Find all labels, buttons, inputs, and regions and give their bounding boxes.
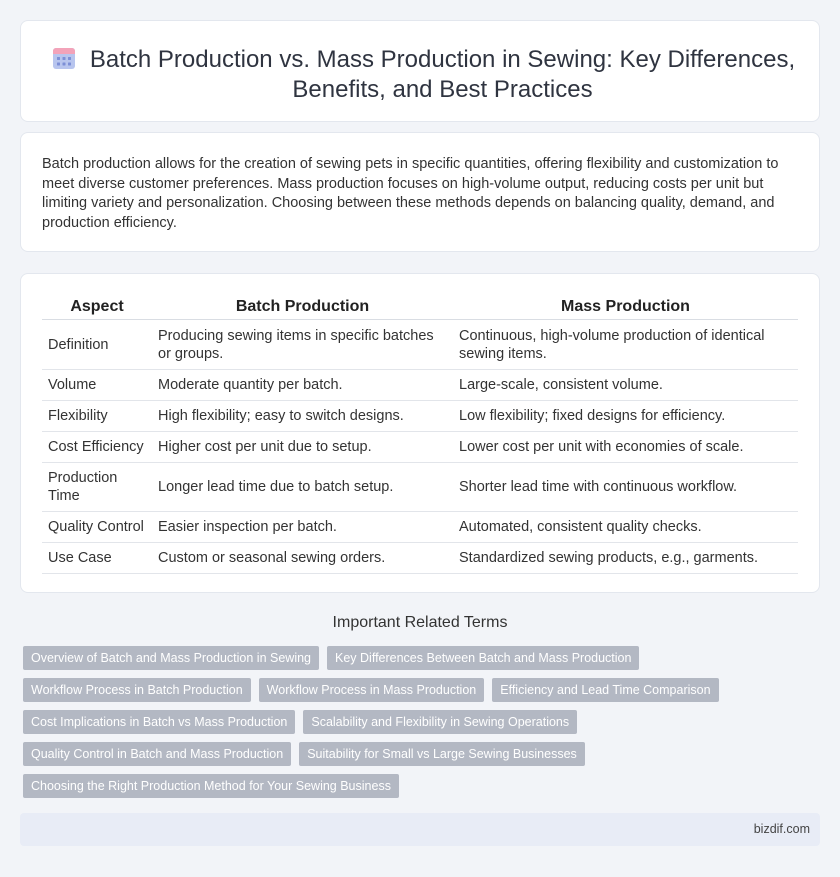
mass-cell: Standardized sewing products, e.g., garments. [453, 543, 798, 574]
related-term-tag[interactable]: Suitability for Small vs Large Sewing Businesses [299, 742, 585, 766]
aspect-cell: Quality Control [42, 512, 152, 543]
batch-cell: Producing sewing items in specific batches or groups. [152, 320, 453, 370]
related-term-tag[interactable]: Cost Implications in Batch vs Mass Production [23, 710, 295, 734]
mass-cell: Lower cost per unit with economies of scale. [453, 432, 798, 463]
aspect-cell: Cost Efficiency [42, 432, 152, 463]
related-term-tag[interactable]: Scalability and Flexibility in Sewing Operations [303, 710, 577, 734]
mass-cell: Continuous, high-volume production of identical sewing items. [453, 320, 798, 370]
intro-paragraph: Batch production allows for the creation of sewing pets in specific quantities, offering flexibility and customization to meet diverse customer preferences. Mass production focuses on high-volume output, reducing costs per unit but limiting variety and personalization. Choosing between these methods depends on balancing quality, demand, and production efficiency. [42, 156, 779, 231]
comparison-table [42, 294, 798, 574]
table-row [42, 512, 798, 543]
related-term-tag[interactable]: Efficiency and Lead Time Comparison [492, 678, 718, 702]
related-term-tag[interactable]: Workflow Process in Batch Production [23, 678, 251, 702]
table-header-row [42, 294, 798, 320]
header-aspect: Aspect [42, 294, 152, 320]
related-term-tag[interactable]: Overview of Batch and Mass Production in Sewing [23, 646, 319, 670]
aspect-cell: Use Case [42, 543, 152, 574]
table-row [42, 543, 798, 574]
header-mass-production: Mass Production [453, 294, 798, 320]
batch-cell: Longer lead time due to batch setup. [152, 463, 453, 512]
table-row [42, 370, 798, 401]
related-terms-list [23, 646, 803, 798]
batch-cell: Moderate quantity per batch. [152, 370, 453, 401]
header-card [20, 20, 820, 122]
related-term-tag[interactable]: Quality Control in Batch and Mass Production [23, 742, 291, 766]
table-row [42, 432, 798, 463]
footer-site-link[interactable]: bizdif.com [753, 822, 810, 836]
page-title: Batch Production vs. Mass Production in Sewing: Key Differences, Benefits, and Best Practices [89, 46, 796, 103]
aspect-cell: Flexibility [42, 401, 152, 432]
aspect-cell: Volume [42, 370, 152, 401]
mass-cell: Shorter lead time with continuous workflow. [453, 463, 798, 512]
table-row [42, 401, 798, 432]
related-term-tag[interactable]: Choosing the Right Production Method for Your Sewing Business [23, 774, 399, 798]
intro-card [20, 132, 820, 252]
calendar-icon [51, 45, 77, 71]
mass-cell: Low flexibility; fixed designs for efficiency. [453, 401, 798, 432]
table-row [42, 320, 798, 370]
mass-cell: Automated, consistent quality checks. [453, 512, 798, 543]
aspect-cell: Production Time [42, 463, 152, 512]
batch-cell: Custom or seasonal sewing orders. [152, 543, 453, 574]
related-term-tag[interactable]: Key Differences Between Batch and Mass Production [327, 646, 639, 670]
table-row [42, 463, 798, 512]
header-batch-production: Batch Production [152, 294, 453, 320]
related-terms-heading: Important Related Terms [332, 614, 508, 631]
batch-cell: Easier inspection per batch. [152, 512, 453, 543]
batch-cell: Higher cost per unit due to setup. [152, 432, 453, 463]
mass-cell: Large-scale, consistent volume. [453, 370, 798, 401]
related-term-tag[interactable]: Workflow Process in Mass Production [259, 678, 485, 702]
footer-bar [20, 813, 820, 846]
batch-cell: High flexibility; easy to switch designs. [152, 401, 453, 432]
aspect-cell: Definition [42, 320, 152, 370]
comparison-card [20, 273, 820, 593]
